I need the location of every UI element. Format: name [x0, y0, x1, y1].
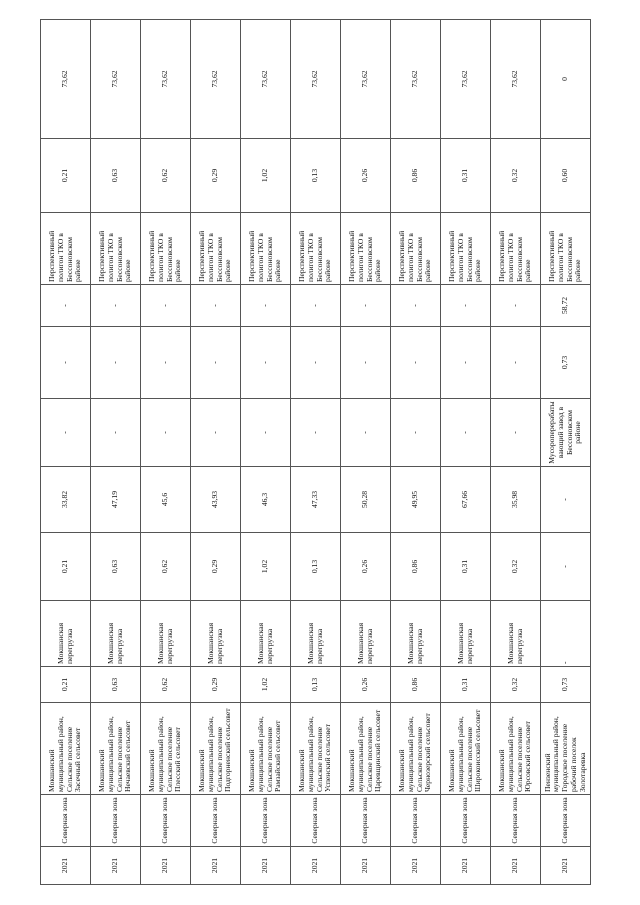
sorting-plant-cell: - — [41, 399, 91, 467]
landfill-distance-cell: 73,62 — [341, 20, 391, 139]
sorting-distance-cell: - — [341, 285, 391, 327]
landfill-mass-cell: 0,13 — [291, 139, 341, 213]
table-row — [191, 20, 241, 885]
landfill-mass-cell: 0,26 — [341, 139, 391, 213]
sorting-mass-cell: - — [391, 327, 441, 399]
sorting-plant-cell: - — [341, 399, 391, 467]
zone-cell: Северная зона — [341, 795, 391, 847]
sorting-mass-cell: - — [291, 327, 341, 399]
sorting-plant-cell: - — [241, 399, 291, 467]
mass-cell: 0,29 — [191, 667, 241, 703]
landfill-mass-cell: 0,21 — [41, 139, 91, 213]
year-cell: 2021 — [291, 847, 341, 885]
distance-cell: 49,95 — [391, 467, 441, 533]
settlement-cell: Мокшанский муниципальный район, Сельское поселение Юрсовский сельсовет — [491, 703, 541, 795]
destination-cell: Мокшанская перегрузка — [91, 601, 141, 667]
sorting-mass-cell: - — [91, 327, 141, 399]
year-cell: 2021 — [441, 847, 491, 885]
transfer-mass-cell: 0,13 — [291, 533, 341, 601]
landfill-mass-cell: 0,32 — [491, 139, 541, 213]
zone-cell: Северная зона — [491, 795, 541, 847]
year-cell: 2021 — [541, 847, 591, 885]
year-cell: 2021 — [91, 847, 141, 885]
transfer-mass-cell: 1,02 — [241, 533, 291, 601]
distance-cell: 33,82 — [41, 467, 91, 533]
destination-cell: Мокшанская перегрузка — [191, 601, 241, 667]
settlement-cell: Мокшанский муниципальный район, Сельское поселение Нечаевский сельсовет — [91, 703, 141, 795]
landfill-cell: Перспективный полигон ТКО в Бессоновском районе — [441, 213, 491, 285]
landfill-mass-cell: 0,31 — [441, 139, 491, 213]
settlement-cell: Мокшанский муниципальный район, Сельское поселение Плесский сельсовет — [141, 703, 191, 795]
landfill-distance-cell: 73,62 — [91, 20, 141, 139]
sorting-plant-cell: - — [141, 399, 191, 467]
table-row — [41, 20, 91, 885]
mass-cell: 0,26 — [341, 667, 391, 703]
landfill-distance-cell: 73,62 — [491, 20, 541, 139]
table-row — [391, 20, 441, 885]
landfill-cell: Перспективный полигон ТКО в Бессоновском районе — [391, 213, 441, 285]
table-row — [441, 20, 491, 885]
sorting-distance-cell: - — [191, 285, 241, 327]
settlement-cell: Мокшанский муниципальный район, Сельское поселение Подгорненский сельсовет — [191, 703, 241, 795]
table-row — [91, 20, 141, 885]
mass-cell: 1,02 — [241, 667, 291, 703]
landfill-distance-cell: 73,62 — [391, 20, 441, 139]
sorting-plant-cell: Мусороперерабатывающий завод в Бессоновском районе — [541, 399, 591, 467]
settlement-cell: Мокшанский муниципальный район, Сельское поселение Чернозерский сельсовет — [391, 703, 441, 795]
sorting-plant-cell: - — [491, 399, 541, 467]
landfill-cell: Перспективный полигон ТКО в Бессоновском районе — [541, 213, 591, 285]
sorting-distance-cell: 58,72 — [541, 285, 591, 327]
landfill-distance-cell: 73,62 — [291, 20, 341, 139]
landfill-distance-cell: 73,62 — [441, 20, 491, 139]
settlement-cell: Пензенский муниципальный район, Городское поселение рабочий поселок Золотаревка — [541, 703, 591, 795]
mass-cell: 0,31 — [441, 667, 491, 703]
table-row — [291, 20, 341, 885]
landfill-distance-cell: 73,62 — [41, 20, 91, 139]
mass-cell: 0,73 — [541, 667, 591, 703]
sorting-plant-cell: - — [91, 399, 141, 467]
mass-cell: 0,13 — [291, 667, 341, 703]
sorting-plant-cell: - — [391, 399, 441, 467]
table-row — [241, 20, 291, 885]
year-cell: 2021 — [191, 847, 241, 885]
year-cell: 2021 — [341, 847, 391, 885]
zone-cell: Северная зона — [541, 795, 591, 847]
transfer-mass-cell: 0,62 — [141, 533, 191, 601]
destination-cell: Мокшанская перегрузка — [491, 601, 541, 667]
landfill-distance-cell: 73,62 — [141, 20, 191, 139]
transfer-mass-cell: 0,29 — [191, 533, 241, 601]
transfer-mass-cell: 0,21 — [41, 533, 91, 601]
zone-cell: Северная зона — [91, 795, 141, 847]
destination-cell: Мокшанская перегрузка — [241, 601, 291, 667]
zone-cell: Северная зона — [291, 795, 341, 847]
distance-cell: 47,19 — [91, 467, 141, 533]
mass-cell: 0,21 — [41, 667, 91, 703]
mass-cell: 0,86 — [391, 667, 441, 703]
landfill-mass-cell: 0,63 — [91, 139, 141, 213]
distance-cell: 47,33 — [291, 467, 341, 533]
year-cell: 2021 — [391, 847, 441, 885]
destination-cell: Мокшанская перегрузка — [341, 601, 391, 667]
settlement-cell: Мокшанский муниципальный район, Сельское поселение Засечный сельсовет — [41, 703, 91, 795]
transfer-mass-cell: 0,26 — [341, 533, 391, 601]
destination-cell: Мокшанская перегрузка — [41, 601, 91, 667]
rotated-table-page — [40, 20, 590, 885]
year-cell: 2021 — [141, 847, 191, 885]
year-cell: 2021 — [241, 847, 291, 885]
zone-cell: Северная зона — [391, 795, 441, 847]
landfill-distance-cell: 73,62 — [191, 20, 241, 139]
zone-cell: Северная зона — [191, 795, 241, 847]
sorting-mass-cell: - — [341, 327, 391, 399]
sorting-distance-cell: - — [391, 285, 441, 327]
destination-cell: Мокшанская перегрузка — [291, 601, 341, 667]
sorting-plant-cell: - — [191, 399, 241, 467]
landfill-cell: Перспективный полигон ТКО в Бессоновском районе — [91, 213, 141, 285]
transfer-mass-cell: 0,63 — [91, 533, 141, 601]
zone-cell: Северная зона — [241, 795, 291, 847]
distance-cell: 67,66 — [441, 467, 491, 533]
destination-cell: Мокшанская перегрузка — [441, 601, 491, 667]
landfill-cell: Перспективный полигон ТКО в Бессоновском районе — [191, 213, 241, 285]
transfer-mass-cell: 0,31 — [441, 533, 491, 601]
landfill-mass-cell: 1,02 — [241, 139, 291, 213]
settlement-cell: Мокшанский муниципальный район, Сельское поселение Успенский сельсовет — [291, 703, 341, 795]
sorting-mass-cell: - — [41, 327, 91, 399]
destination-cell: - — [541, 601, 591, 667]
distance-cell: - — [541, 467, 591, 533]
table-row — [541, 20, 591, 885]
year-cell: 2021 — [41, 847, 91, 885]
landfill-mass-cell: 0,60 — [541, 139, 591, 213]
landfill-mass-cell: 0,62 — [141, 139, 191, 213]
zone-cell: Северная зона — [41, 795, 91, 847]
sorting-mass-cell: - — [141, 327, 191, 399]
sorting-distance-cell: - — [441, 285, 491, 327]
distance-cell: 45,6 — [141, 467, 191, 533]
sorting-distance-cell: - — [91, 285, 141, 327]
sorting-plant-cell: - — [291, 399, 341, 467]
mass-cell: 0,32 — [491, 667, 541, 703]
landfill-mass-cell: 0,29 — [191, 139, 241, 213]
table-row — [341, 20, 391, 885]
sorting-distance-cell: - — [491, 285, 541, 327]
landfill-mass-cell: 0,86 — [391, 139, 441, 213]
transfer-mass-cell: 0,32 — [491, 533, 541, 601]
transfer-mass-cell: - — [541, 533, 591, 601]
landfill-distance-cell: 0 — [541, 20, 591, 139]
landfill-cell: Перспективный полигон ТКО в Бессоновском районе — [41, 213, 91, 285]
transfer-mass-cell: 0,86 — [391, 533, 441, 601]
mass-cell: 0,63 — [91, 667, 141, 703]
distance-cell: 46,3 — [241, 467, 291, 533]
mass-cell: 0,62 — [141, 667, 191, 703]
year-cell: 2021 — [491, 847, 541, 885]
sorting-distance-cell: - — [241, 285, 291, 327]
landfill-distance-cell: 73,62 — [241, 20, 291, 139]
destination-cell: Мокшанская перегрузка — [141, 601, 191, 667]
distance-cell: 50,28 — [341, 467, 391, 533]
table-row — [141, 20, 191, 885]
sorting-mass-cell: - — [241, 327, 291, 399]
sorting-mass-cell: - — [491, 327, 541, 399]
landfill-cell: Перспективный полигон ТКО в Бессоновском районе — [241, 213, 291, 285]
zone-cell: Северная зона — [141, 795, 191, 847]
sorting-distance-cell: - — [141, 285, 191, 327]
sorting-distance-cell: - — [291, 285, 341, 327]
landfill-cell: Перспективный полигон ТКО в Бессоновском районе — [141, 213, 191, 285]
settlement-cell: Мокшанский муниципальный район, Сельское поселение Царевщинский сельсовет — [341, 703, 391, 795]
distance-cell: 35,98 — [491, 467, 541, 533]
landfill-cell: Перспективный полигон ТКО в Бессоновском районе — [291, 213, 341, 285]
sorting-mass-cell: 0,73 — [541, 327, 591, 399]
settlement-cell: Мокшанский муниципальный район, Сельское поселение Рамзайский сельсовет — [241, 703, 291, 795]
table-body — [41, 20, 591, 885]
waste-flow-table — [40, 19, 591, 885]
destination-cell: Мокшанская перегрузка — [391, 601, 441, 667]
landfill-cell: Перспективный полигон ТКО в Бессоновском районе — [341, 213, 391, 285]
landfill-cell: Перспективный полигон ТКО в Бессоновском районе — [491, 213, 541, 285]
table-row — [491, 20, 541, 885]
sorting-mass-cell: - — [441, 327, 491, 399]
sorting-mass-cell: - — [191, 327, 241, 399]
sorting-plant-cell: - — [441, 399, 491, 467]
zone-cell: Северная зона — [441, 795, 491, 847]
settlement-cell: Мокшанский муниципальный район, Сельское поселение Широкоисский сельсовет — [441, 703, 491, 795]
distance-cell: 43,93 — [191, 467, 241, 533]
sorting-distance-cell: - — [41, 285, 91, 327]
